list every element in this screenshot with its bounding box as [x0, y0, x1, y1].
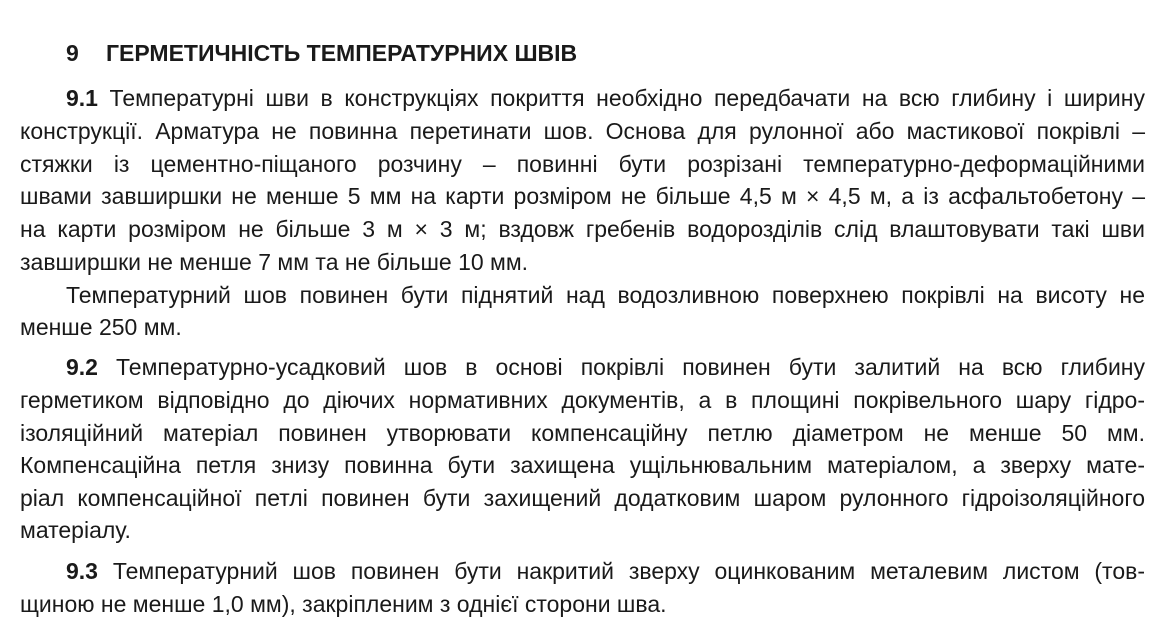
clause-number: 9.2: [66, 354, 98, 380]
clause-9-3-line-2: щиною не менше 1,0 мм), закріпленим з однієї сторони шва.: [20, 591, 667, 617]
clause-9-2-line-6: матеріалу.: [20, 517, 131, 543]
clause-text: Температурний шов повинен бути накритий зверху оцинкованим металевим листом (тов-: [97, 558, 1145, 584]
clause-9-1-line-6: завширшки не менше 7 мм та не більше 10 мм.: [20, 249, 529, 275]
clause-9-1-line-5: на карти розміром не більше 3 м × 3 м; вздовж гребенів водорозділів слід влаштовувати такі шви: [20, 216, 1145, 242]
clause-9-3-line-1: [66, 557, 1145, 585]
clause-9-1-line-3: стяжки із цементно-піщаного розчину – повинні бути розрізані температурно-деформаційними: [20, 151, 1145, 177]
clause-9-2-line-2: герметиком відповідно до діючих нормативних документів, а в площині покрівельного шару гідро-: [20, 387, 1145, 413]
clause-text: Температурні шви в конструкціях покриття необхідно передбачати на всю глибину і ширину: [97, 85, 1145, 111]
clause-9-2-line-4: Компенсаційна петля знизу повинна бути захищена ущільнювальним матеріалом, а зверху мате-: [20, 452, 1145, 478]
clause-9-1-line-4: швами завширшки не менше 5 мм на карти розміром не більше 4,5 м × 4,5 м, а із асфальтобетону –: [20, 183, 1145, 209]
section-heading: [66, 40, 577, 67]
clause-9-2-line-1: [66, 353, 1145, 381]
clause-9-2-line-3: ізоляційний матеріал повинен утворювати компенсаційну петлю діаметром не менше 50 мм.: [20, 420, 1145, 446]
clause-number: 9.3: [66, 558, 98, 584]
clause-9-1-line-1: [66, 84, 1145, 112]
clause-text: Температурно-усадковий шов в основі покрівлі повинен бути залитий на всю глибину: [97, 354, 1145, 380]
document-page: [20, 0, 1145, 644]
paragraph-line-2: менше 250 мм.: [20, 314, 182, 340]
clause-number: 9.1: [66, 85, 98, 111]
paragraph-line-1: Температурний шов повинен бути піднятий над водозливною поверхнею покрівлі на висоту не: [66, 282, 1145, 308]
section-title: ГЕРМЕТИЧНІСТЬ ТЕМПЕРАТУРНИХ ШВІВ: [106, 40, 578, 66]
section-number: 9: [66, 40, 79, 66]
clause-9-1-line-2: конструкції. Арматура не повинна перетинати шов. Основа для рулонної або мастикової покрівлі –: [20, 118, 1145, 144]
clause-9-2-line-5: ріал компенсаційної петлі повинен бути захищений додатковим шаром рулонного гідроізоляційного: [20, 485, 1145, 511]
